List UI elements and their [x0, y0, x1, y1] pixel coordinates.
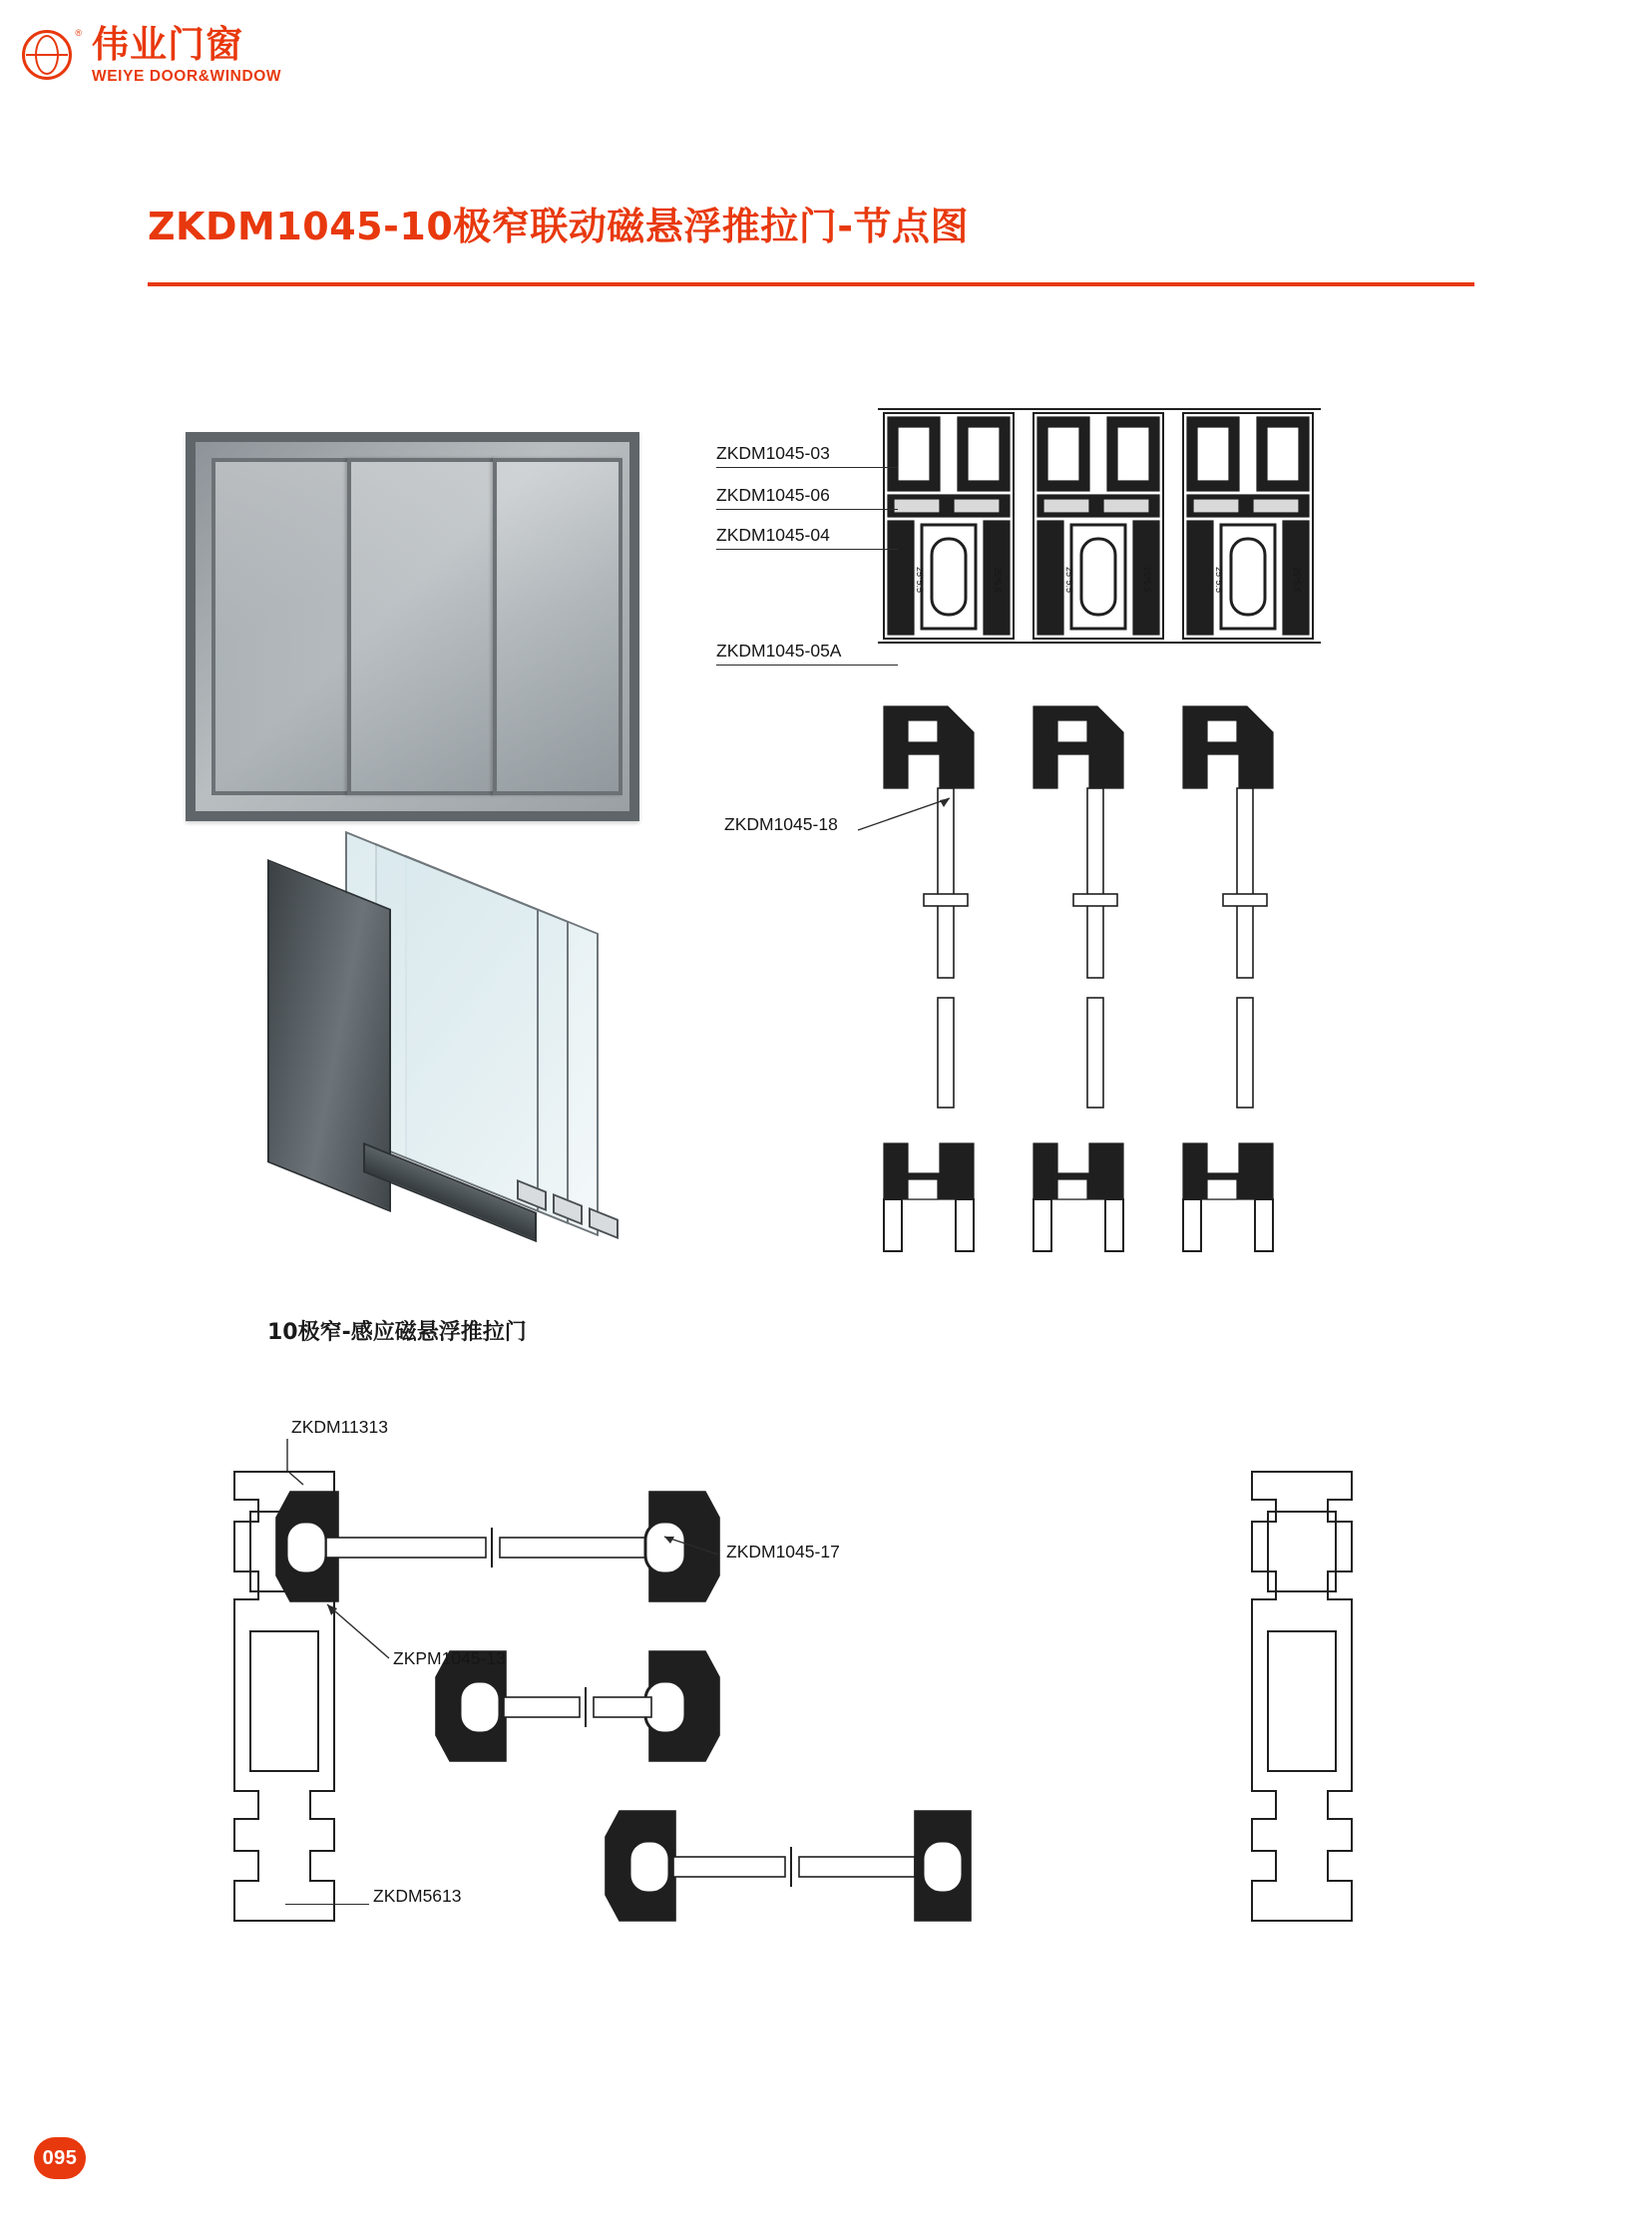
brand-name-cn: 伟业门窗: [92, 22, 243, 66]
leader-line: [265, 1437, 325, 1497]
leader-line: [716, 509, 898, 510]
callout-label-zkdm1045-17: ZKDM1045-17: [726, 1542, 840, 1562]
callout-label-zkdm5613: ZKDM5613: [373, 1886, 462, 1906]
dimension-note: 25*5.5: [1142, 567, 1152, 594]
door-panel: [347, 458, 497, 795]
dimension-note: 25*5.5: [1214, 567, 1224, 594]
callout-label-zkpm1045-13: ZKPM1045-13: [393, 1648, 506, 1668]
callout-label-zkdm1045-04: ZKDM1045-04: [716, 525, 830, 545]
door-panel: [211, 458, 351, 795]
brand-name-en: WEIYE DOOR&WINDOW: [92, 67, 282, 85]
top-section-drawing: [878, 399, 1397, 1297]
leader-line: [648, 1525, 738, 1572]
dimension-note: 25*5.5: [1064, 567, 1074, 594]
door-panel: [493, 458, 622, 795]
page-title: ZKDM1045-10极窄联动磁悬浮推拉门-节点图: [148, 205, 970, 248]
dimension-note: 25*5.5: [915, 567, 925, 594]
leader-line: [309, 1596, 399, 1676]
page-number-badge: 095: [34, 2137, 86, 2179]
dimension-note: 25*5.5: [993, 567, 1003, 594]
callout-label-zkdm1045-18: ZKDM1045-18: [724, 814, 838, 834]
callout-label-zkdm11313: ZKDM11313: [291, 1417, 388, 1437]
dimension-note: 25*5.5: [1292, 567, 1302, 594]
leader-line: [858, 788, 988, 848]
leader-line: [285, 1904, 369, 1905]
three-panel-sliding-door-photo: [186, 432, 639, 821]
corner-profile-3d-illustration: [267, 848, 706, 1267]
title-underline: [148, 282, 1474, 286]
callout-label-zkdm1045-05a: ZKDM1045-05A: [716, 641, 842, 661]
leader-line: [716, 549, 898, 550]
brand-logo: [20, 16, 309, 94]
leader-line: [716, 467, 898, 468]
globe-logo-icon: [20, 24, 82, 86]
callout-label-zkdm1045-06: ZKDM1045-06: [716, 485, 830, 505]
leader-line: [716, 665, 898, 666]
corner-detail-caption: 10极窄-感应磁悬浮推拉门: [267, 1320, 527, 1345]
callout-label-zkdm1045-03: ZKDM1045-03: [716, 443, 830, 463]
registered-mark: ®: [75, 28, 82, 38]
bottom-section-drawing: [214, 1452, 1392, 1991]
